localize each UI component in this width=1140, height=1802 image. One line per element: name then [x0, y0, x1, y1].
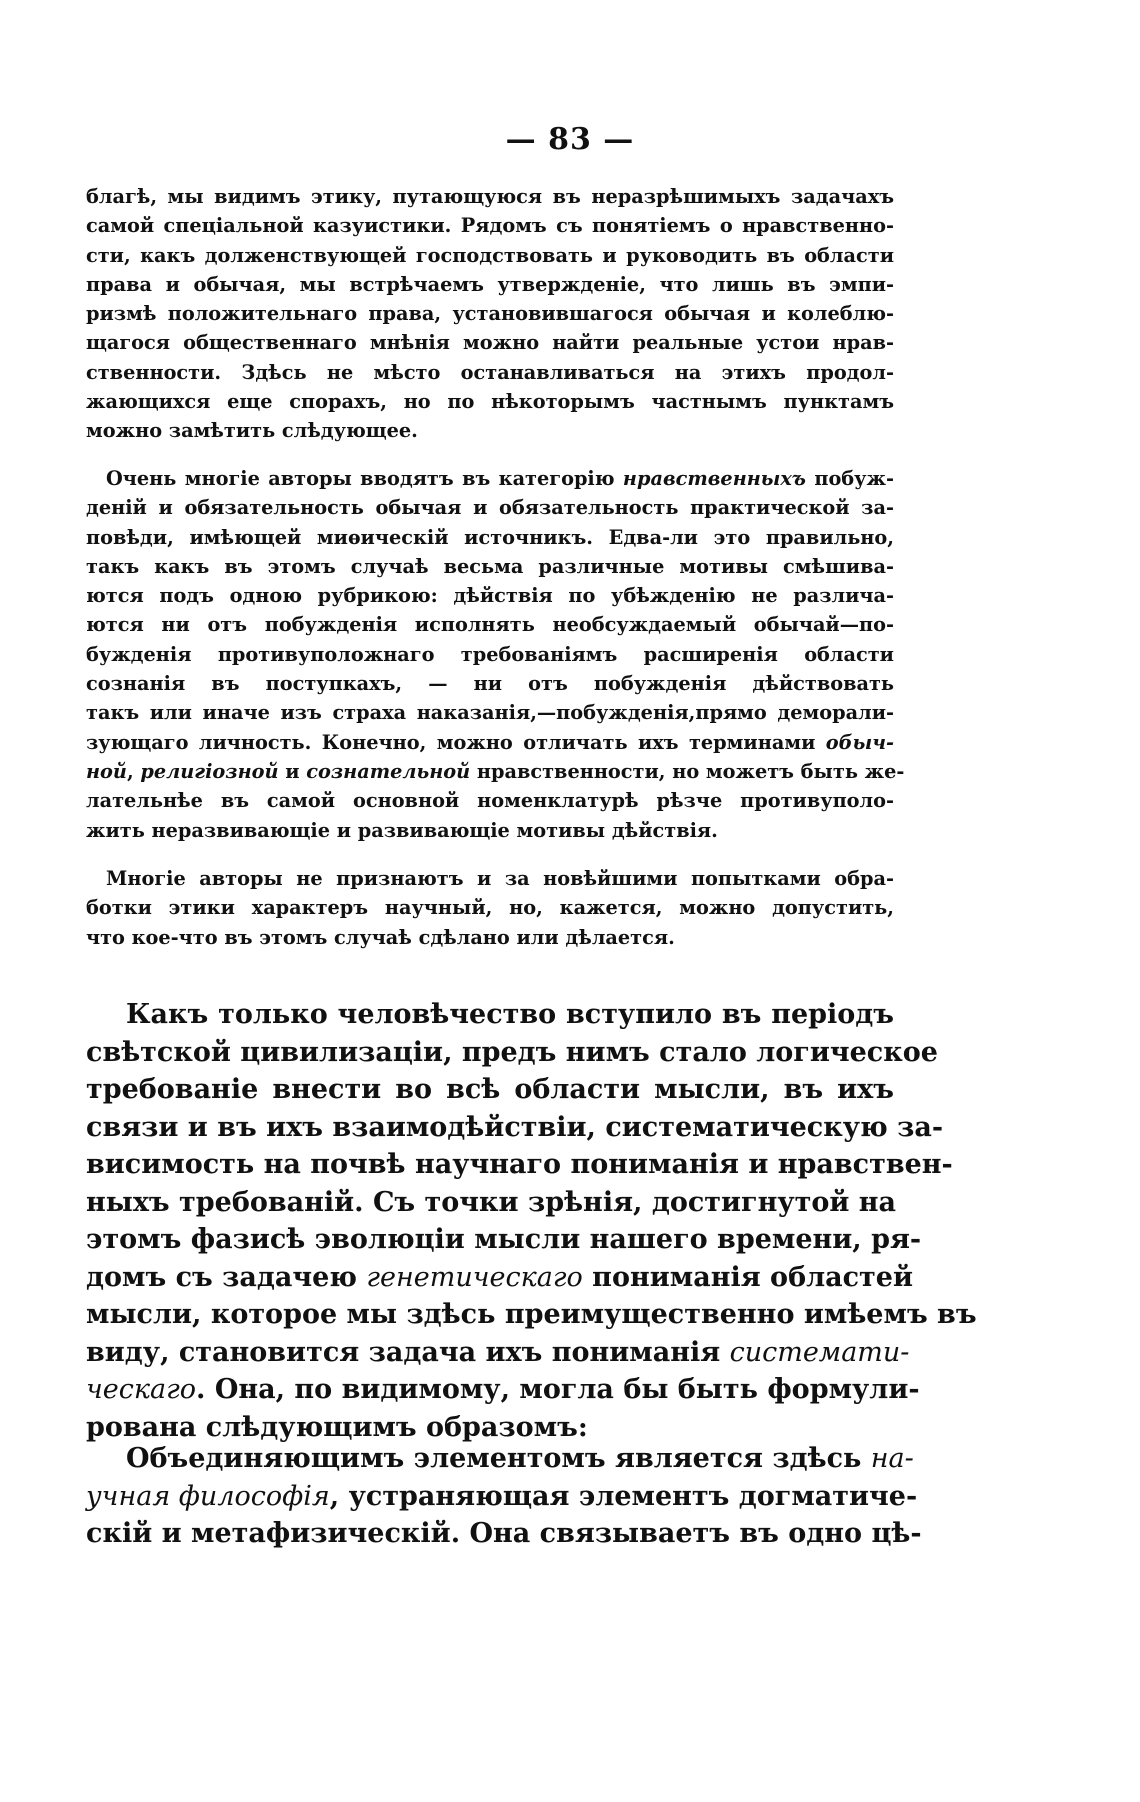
text-line: такъ или иначе изъ страха наказанія,—побужденія,прямо деморали- [86, 701, 894, 725]
emphasis: религіозной [140, 759, 279, 783]
text-line: сознанія въ поступкахъ, — ни отъ побужденія дѣйствовать [86, 672, 894, 696]
text-line: ются ни отъ побужденія исполнять необсуждаемый обычай—по- [86, 613, 894, 637]
text-line: Объединяющимъ элементомъ является здѣсь на- [126, 1443, 914, 1474]
text-line: требованіе внести во всѣ области мысли, въ ихъ [86, 1074, 894, 1105]
text-line: бужденія противуположнаго требованіямъ расширенія области [86, 642, 894, 666]
text-line: Очень многіе авторы вводятъ въ категорію нравственныхъ побуж- [106, 467, 894, 490]
text-line: что кое-что въ этомъ случаѣ сдѣлано или дѣлается. [86, 925, 675, 949]
emphasis: учная философія [86, 1480, 330, 1512]
text-line: можно замѣтить слѣдующее. [86, 419, 418, 443]
text-line: жающихся еще спорахъ, но по нѣкоторымъ частнымъ пунктамъ [86, 390, 894, 414]
text-line: благѣ, мы видимъ этику, путающуюся въ неразрѣшимыхъ задачахъ [86, 185, 894, 208]
text-line: такъ какъ въ этомъ случаѣ весьма различные мотивы смѣшива- [86, 554, 894, 578]
paragraph-3 [86, 864, 894, 952]
page-number: — 83 — [505, 122, 635, 157]
text-line: ческаго. Она, по видимому, могла бы быть формули- [86, 1374, 920, 1405]
emphasis: ческаго [86, 1374, 197, 1405]
text-line: этомъ фазисѣ эволюціи мысли нашего времени, ря- [86, 1224, 922, 1255]
paragraph-1 [86, 182, 894, 446]
emphasis: системати- [729, 1336, 910, 1368]
paragraph-2 [86, 464, 905, 845]
text-line: деній и обязательность обычая и обязательность практической за- [86, 496, 894, 520]
emphasis: ной [86, 759, 127, 783]
text-line: ственности. Здѣсь не мѣсто останавливаться на этихъ продол- [86, 360, 894, 384]
text-line: свѣтской цивилизаціи, предъ нимъ стало логическое [86, 1036, 938, 1068]
text-line: повѣди, имѣющей миѳическій источникъ. Едва-ли это правильно, [86, 525, 894, 549]
text-line: скій и метафизическій. Она связываетъ въ одно цѣ- [86, 1518, 922, 1549]
text-line: Какъ только человѣчество вступило въ періодъ [126, 999, 894, 1030]
emphasis: на- [870, 1443, 914, 1474]
text-line: самой спеціальной казуистики. Рядомъ съ понятіемъ о нравственно- [86, 214, 894, 238]
paragraph-4 [86, 996, 977, 1446]
text-line: сти, какъ долженствующей господствовать и руководить въ области [86, 243, 894, 267]
text-line: мысли, которое мы здѣсь преимущественно имѣемъ въ [86, 1299, 977, 1330]
text-line: учная философія, устраняющая элементъ догматиче- [86, 1480, 918, 1512]
text-line: ются подъ одною рубрикою: дѣйствія по убѣжденію не различа- [86, 584, 894, 608]
text-line: виду, становится задача ихъ пониманія системати- [86, 1336, 910, 1368]
text-line: права и обычая, мы встрѣчаемъ утвержденіе, что лишь въ эмпи- [86, 272, 894, 296]
emphasis: генетическаго [366, 1261, 583, 1293]
paragraph-5 [86, 1440, 922, 1553]
text-line: зующаго личность. Конечно, можно отличать ихъ терминами обыч- [86, 730, 894, 754]
emphasis: обыч- [825, 730, 894, 754]
text-line: связи и въ ихъ взаимодѣйствіи, систематическую за- [86, 1111, 944, 1143]
text-line: ризмѣ положительнаго права, установившагося обычая и колеблю- [86, 302, 894, 326]
text-line: Многіе авторы не признаютъ и за новѣйшими попытками обра- [106, 867, 894, 890]
text-line: жить неразвивающіе и развивающіе мотивы дѣйствія. [86, 818, 718, 842]
text-line: висимость на почвѣ научнаго пониманія и нравствен- [86, 1149, 953, 1180]
text-line: рована слѣдующимъ образомъ: [86, 1411, 588, 1443]
text-line: щагося общественнаго мнѣнія можно найти реальные устои нрав- [86, 331, 894, 355]
emphasis: нравственныхъ [622, 467, 806, 490]
text-line: ныхъ требованій. Съ точки зрѣнія, достигнутой на [86, 1186, 897, 1218]
text-line: лательнѣе въ самой основной номенклатурѣ рѣзче противуполо- [86, 789, 894, 813]
emphasis: сознательной [306, 759, 471, 783]
text-line: домъ съ задачею генетическаго пониманія областей [86, 1261, 913, 1293]
text-line: ботки этики характеръ научный, но, кажется, можно допустить, [86, 896, 894, 920]
text-line: ной, религіозной и сознательной нравственности, но можетъ быть же- [86, 759, 905, 783]
